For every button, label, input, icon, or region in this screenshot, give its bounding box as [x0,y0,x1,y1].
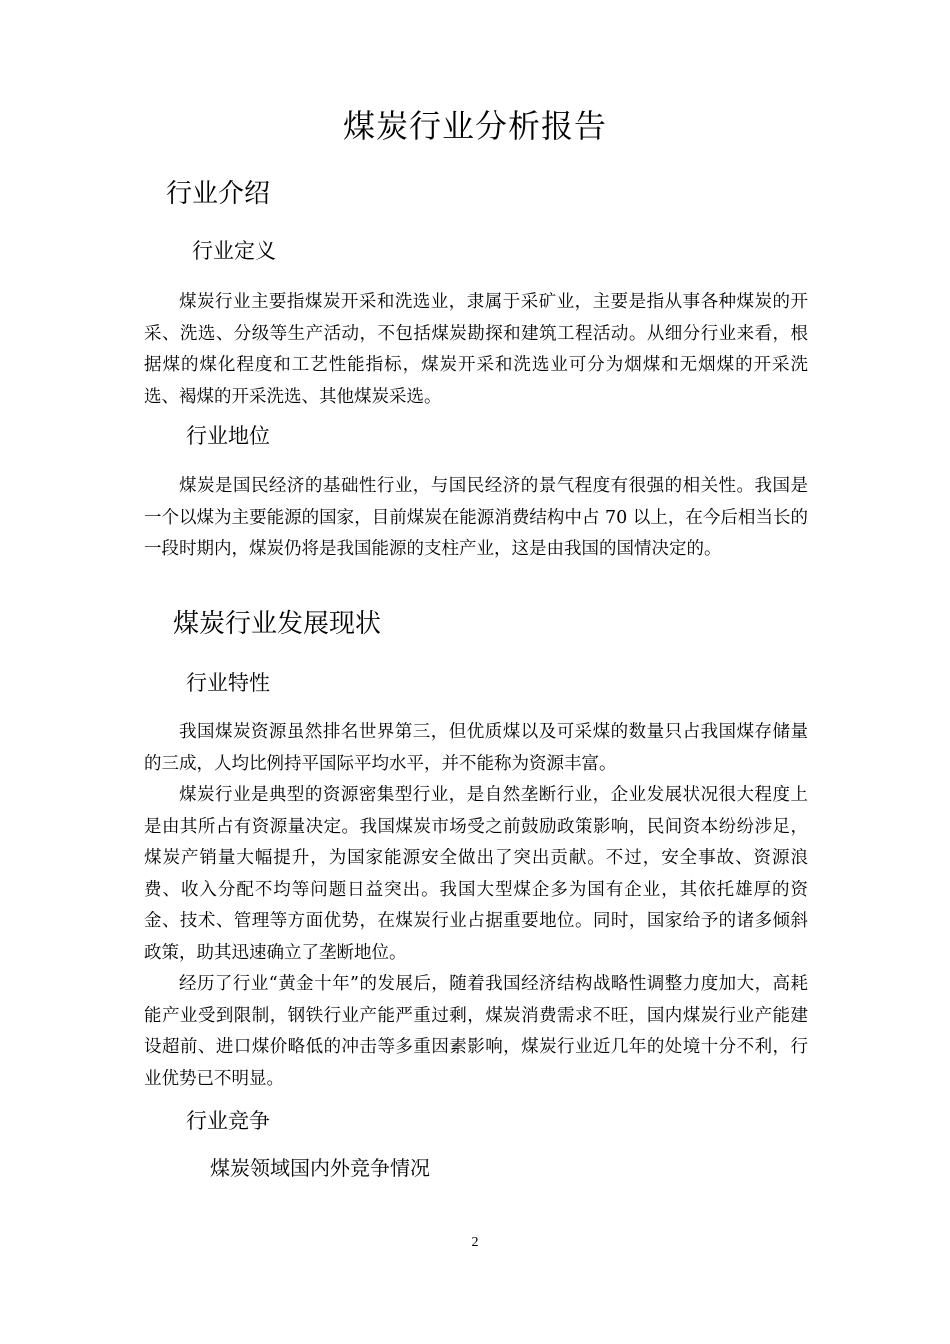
page-number: 2 [471,1235,479,1250]
heading-industry-competition: 行业竞争 [186,1109,270,1133]
paragraph-characteristics-1: 我国煤炭资源虽然排名世界第三，但优质煤以及可采煤的数量只占我国煤存储量的三成，人均比例持平国际平均水平，并不能称为资源丰富。 [144,722,808,774]
heading-industry-definition: 行业定义 [192,239,276,263]
heading-industry-status: 行业地位 [186,424,270,448]
heading-coal-development-status: 煤炭行业发展现状 [173,609,382,639]
paragraph-characteristics-3: 经历了行业“黄金十年”的发展后，随着我国经济结构战略性调整力度加大，高耗能产业受到限制，钢铁行业产能严重过剩，煤炭消费需求不旺，国内煤炭行业产能建设超前、进口煤价略低的冲击等多重因素影响，煤炭行业近几年的处境十分不利，行业优势已不明显。 [144,974,808,1089]
paragraph-characteristics-2: 煤炭行业是典型的资源密集型行业，是自然垄断行业，企业发展状况很大程度上是由其所占有资源量决定。我国煤炭市场受之前鼓励政策影响，民间资本纷纷涉足，煤炭产销量大幅提升，为国家能源安全做出了突出贡献。不过，安全事故、资源浪费、收入分配不均等问题日益突出。我国大型煤企多为国有企业，其依托雄厚的资金、技术、管理等方面优势，在煤炭行业占据重要地位。同时，国家给予的诸多倾斜政策，助其迅速确立了垄断地位。 [144,785,808,963]
document-title: 煤炭行业分析报告 [342,107,607,145]
heading-industry-intro: 行业介绍 [166,179,271,209]
subheading-domestic-foreign-competition: 煤炭领域国内外竞争情况 [210,1156,430,1180]
heading-industry-characteristics: 行业特性 [186,671,270,695]
paragraph-industry-definition: 煤炭行业主要指煤炭开采和洗选业，隶属于采矿业，主要是指从事各种煤炭的开采、洗选、分级等生产活动，不包括煤炭勘探和建筑工程活动。从细分行业来看，根据煤的煤化程度和工艺性能指标，煤炭开采和洗选业可分为烟煤和无烟煤的开采洗选、褐煤的开采洗选、其他煤炭采选。 [144,292,808,407]
paragraph-industry-status: 煤炭是国民经济的基础性行业，与国民经济的景气程度有很强的相关性。我国是一个以煤为主要能源的国家，目前煤炭在能源消费结构中占 70 以上，在今后相当长的一段时期内，煤炭仍将是我国能源的支柱产业，这是由我国的国情决定的。 [144,476,808,559]
